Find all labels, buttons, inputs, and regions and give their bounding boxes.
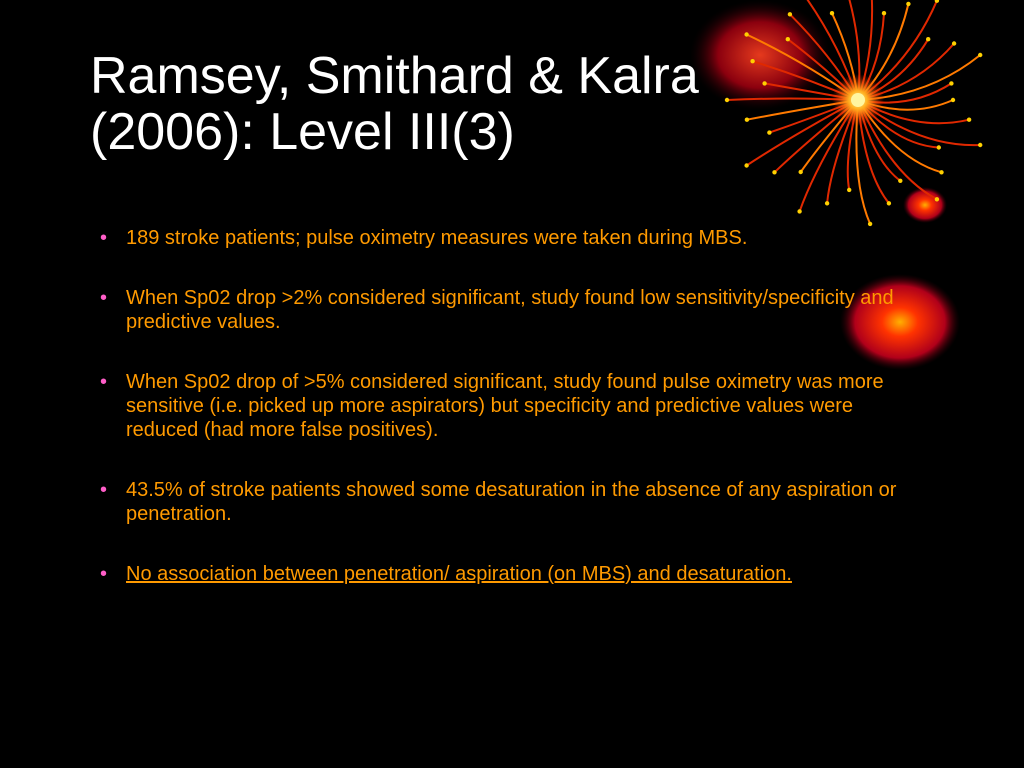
bullet-item-underlined xyxy=(100,562,930,586)
firework-spark xyxy=(788,12,792,16)
firework-spark xyxy=(887,201,891,205)
bullet-text: When Sp02 drop of >5% considered significant, study found pulse oximetry was more sensitive (i.e. picked up more aspirators) but specificity and predictive values were reduced (had more false positives). xyxy=(126,371,884,441)
bullet-text: No association between penetration/ aspiration (on MBS) and desaturation. xyxy=(126,563,792,585)
slide-title xyxy=(90,48,910,160)
firework-spark xyxy=(939,170,943,174)
bullet-marker: • xyxy=(100,563,108,585)
firework-spark xyxy=(825,201,829,205)
firework-spark xyxy=(882,11,886,15)
bullet-list xyxy=(100,226,930,622)
title-line-2: (2006): Level III(3) xyxy=(90,103,515,161)
bullet-marker: • xyxy=(100,227,108,249)
firework-spark xyxy=(949,81,953,85)
firework-spark xyxy=(926,37,930,41)
title-line-1: Ramsey, Smithard & Kalra xyxy=(90,47,699,105)
firework-spark xyxy=(951,98,955,102)
firework-spark xyxy=(847,188,851,192)
bullet-item xyxy=(100,226,930,250)
bullet-item xyxy=(100,286,930,334)
bullet-marker: • xyxy=(100,287,108,309)
firework-spark xyxy=(744,32,748,36)
bullet-item xyxy=(100,370,930,442)
firework-spark xyxy=(978,53,982,57)
bullet-text: When Sp02 drop >2% considered significant, study found low sensitivity/specificity and predictive values. xyxy=(126,287,894,333)
firework-spark xyxy=(797,209,801,213)
firework-spark xyxy=(935,197,939,201)
firework-spark xyxy=(952,41,956,45)
firework-spark xyxy=(937,145,941,149)
firework-spark xyxy=(906,2,910,6)
firework-spark xyxy=(978,143,982,147)
bullet-marker: • xyxy=(100,371,108,393)
bullet-item xyxy=(100,478,930,526)
bullet-marker: • xyxy=(100,479,108,501)
firework-spark xyxy=(830,11,834,15)
firework-spark xyxy=(772,170,776,174)
bullet-text: 43.5% of stroke patients showed some desaturation in the absence of any aspiration or penetration. xyxy=(126,479,897,525)
firework-spark xyxy=(799,170,803,174)
firework-spark xyxy=(786,37,790,41)
firework-spark xyxy=(744,163,748,167)
bullet-text: 189 stroke patients; pulse oximetry measures were taken during MBS. xyxy=(126,227,748,249)
firework-spark xyxy=(967,118,971,122)
firework-spark xyxy=(898,179,902,183)
